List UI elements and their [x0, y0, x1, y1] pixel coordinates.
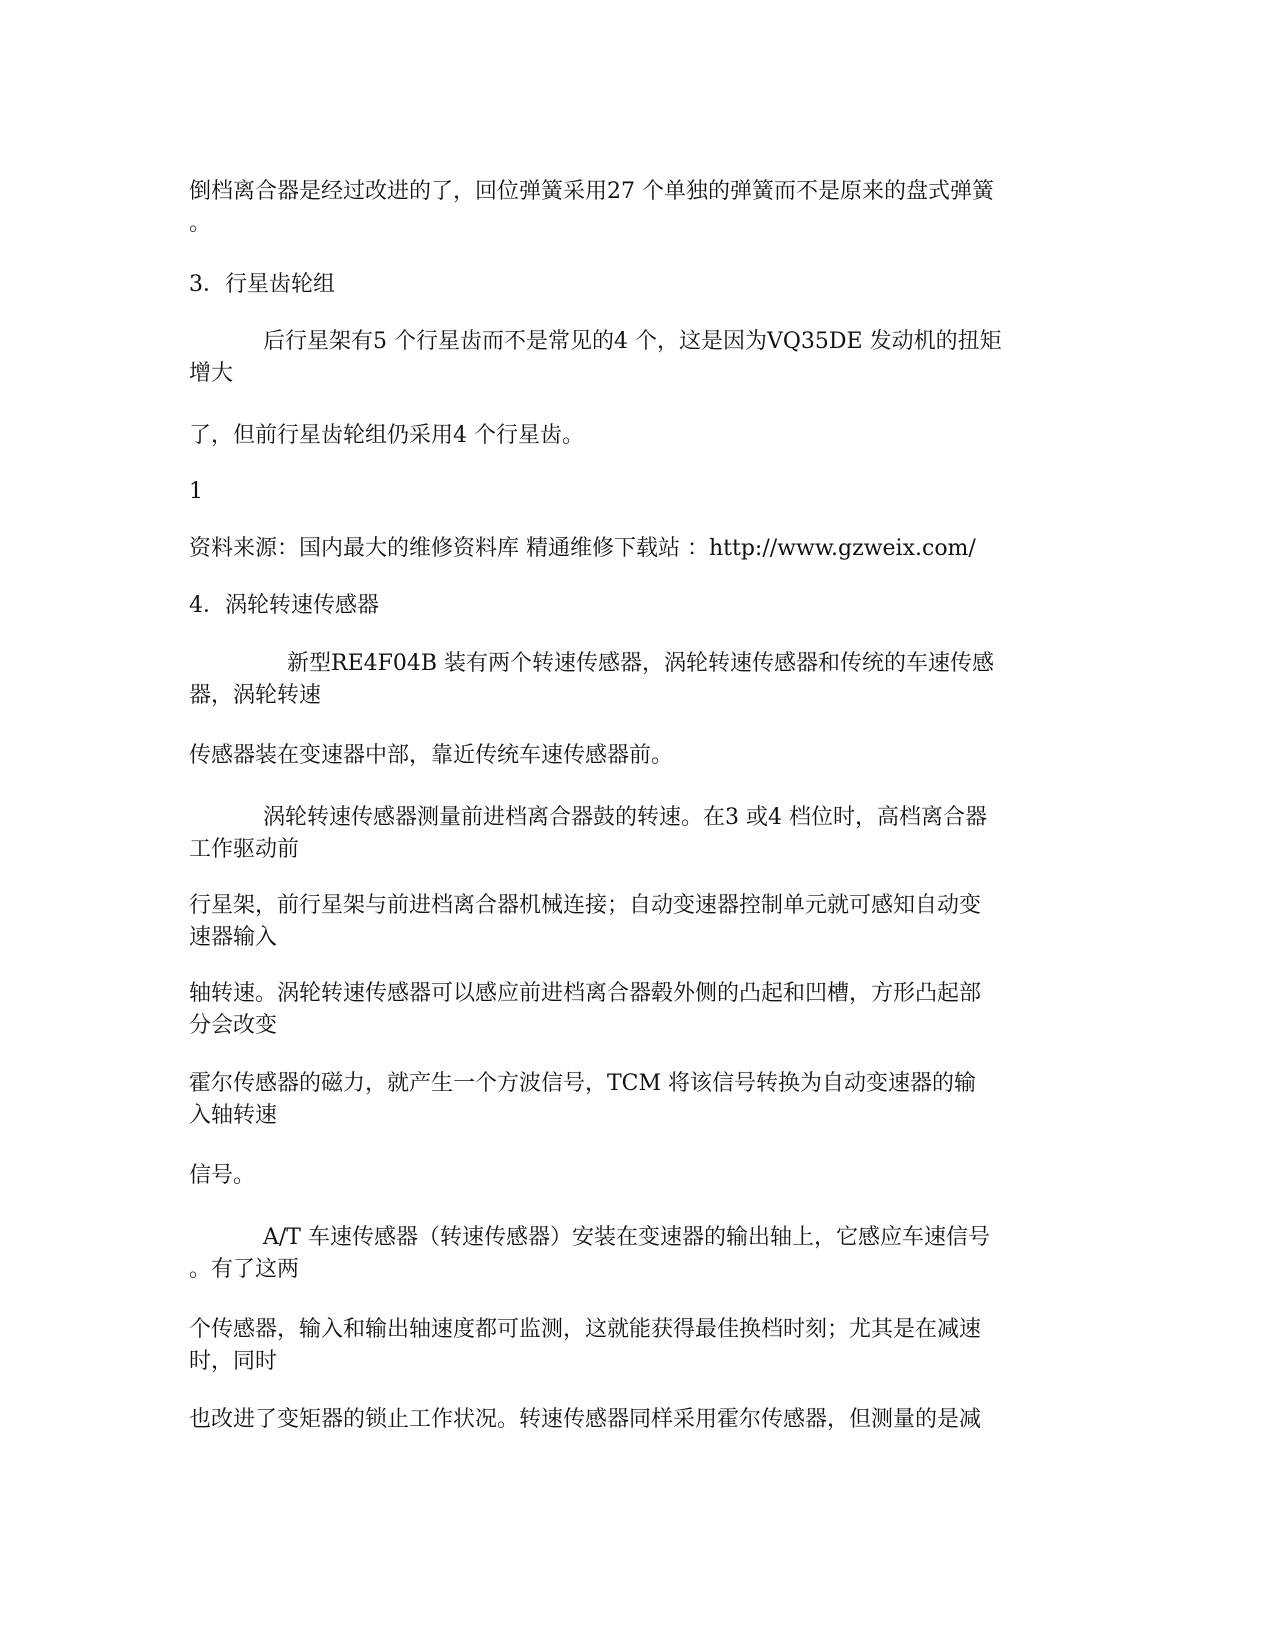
text-line: 个传感器，输入和输出轴速度都可监测，这就能获得最佳换档时刻；尤其是在减速	[189, 1317, 982, 1342]
text-line: 入轴转速	[189, 1103, 278, 1128]
text-line: 时，同时	[189, 1349, 278, 1374]
text-line: 倒档离合器是经过改进的了，回位弹簧采用27 个单独的弹簧而不是原来的盘式弹簧	[189, 179, 994, 204]
text-line: 新型RE4F04B 装有两个转速传感器，涡轮转速传感器和传统的车速传感	[287, 651, 995, 676]
text-line: 轴转速。涡轮转速传感器可以感应前进档离合器毂外侧的凸起和凹槽，方形凸起部	[189, 981, 982, 1006]
text-line: 行星架，前行星架与前进档离合器机械连接；自动变速器控制单元就可感知自动变	[189, 893, 982, 918]
text-line: 增大	[189, 361, 234, 386]
text-line: 速器输入	[189, 925, 278, 950]
text-line: 。有了这两	[189, 1257, 300, 1282]
text-line: 涡轮转速传感器测量前进档离合器鼓的转速。在3 或4 档位时，高档离合器	[263, 805, 987, 830]
section-heading: 4．涡轮转速传感器	[189, 593, 379, 618]
text-line: 后行星架有5 个行星齿而不是常见的4 个，这是因为VQ35DE 发动机的扭矩	[263, 329, 1002, 354]
text-line: 霍尔传感器的磁力，就产生一个方波信号，TCM 将该信号转换为自动变速器的输	[189, 1071, 977, 1096]
text-line: 器，涡轮转速	[189, 683, 322, 708]
text-line: A/T 车速传感器（转速传感器）安装在变速器的输出轴上，它感应车速信号	[263, 1225, 990, 1250]
section-heading: 3．行星齿轮组	[189, 272, 335, 297]
text-line: 信号。	[189, 1163, 256, 1188]
text-line: 工作驱动前	[189, 837, 300, 862]
text-line: 。	[189, 211, 212, 236]
text-line: 传感器装在变速器中部，靠近传统车速传感器前。	[189, 743, 674, 768]
page-number: 1	[189, 479, 203, 504]
text-line: 了，但前行星齿轮组仍采用4 个行星齿。	[189, 423, 584, 448]
text-line: 也改进了变矩器的锁止工作状况。转速传感器同样采用霍尔传感器，但测量的是减	[189, 1407, 982, 1432]
source-line: 资料来源：国内最大的维修资料库 精通维修下载站 ：http://www.gzweix.com/	[189, 536, 976, 561]
text-line: 分会改变	[189, 1013, 278, 1038]
